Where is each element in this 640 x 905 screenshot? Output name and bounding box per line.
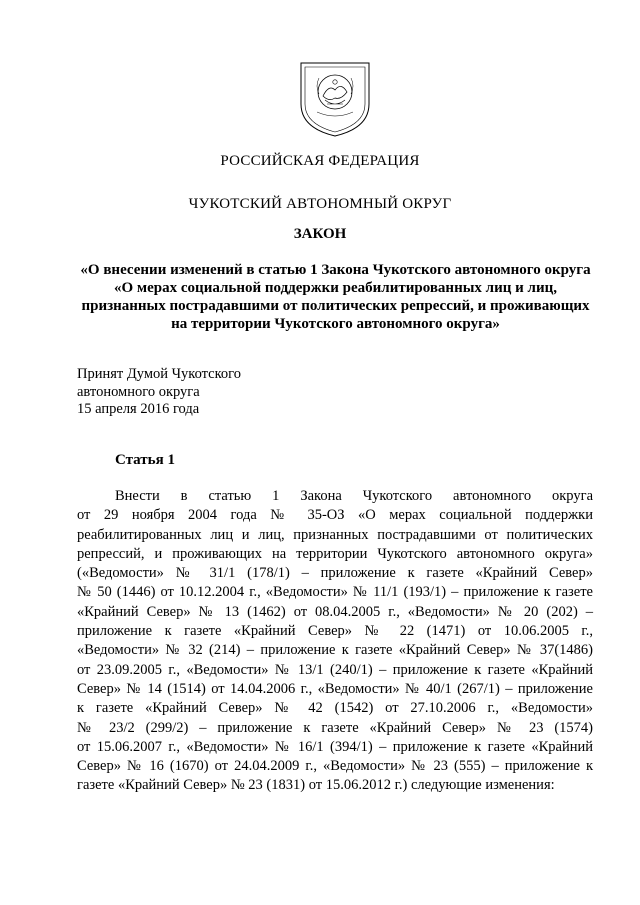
adoption-note [77, 366, 241, 419]
body-line: Внести в статью 1 Закона Чукотского автономного округа [115, 488, 593, 504]
body-line: Север» № 14 (1514) от 14.04.2006 г., «Ведомости» № 40/1 (267/1) – приложение [77, 680, 593, 697]
body-line: № 50 (1446) от 10.12.2004 г., «Ведомости» № 11/1 (193/1) – приложение к газете [77, 584, 593, 601]
document-type-heading: ЗАКОН [293, 226, 347, 242]
body-line: «Крайний Север» № 13 (1462) от 08.04.2005 г., «Ведомости» № 20 (202) – [77, 603, 593, 620]
body-line: газете «Крайний Север» № 23 (1831) от 15.06.2012 г.) следующие изменения: [77, 777, 555, 794]
body-line: «Ведомости» № 32 (214) – приложение к газете «Крайний Север» № 37(1486) [77, 642, 593, 659]
adoption-line: автономного округа [77, 383, 200, 400]
country-heading: РОССИЙСКАЯ ФЕДЕРАЦИЯ [220, 153, 420, 169]
law-title-line: признанных пострадавшими от политических репрессий, и проживающих [81, 298, 590, 314]
body-line: («Ведомости» № 31/1 (178/1) – приложение к газете «Крайний Север» [77, 565, 593, 582]
body-line: от 29 ноября 2004 года № 35-ОЗ «О мерах социальной поддержки [77, 507, 593, 524]
body-line: репрессий, и проживающих на территории Чукотского автономного округа» [77, 545, 593, 562]
body-line: от 15.06.2007 г., «Ведомости» № 16/1 (394/1) – приложение к газете «Крайний [77, 738, 593, 755]
body-line: приложение к газете «Крайний Север» № 22 (1471) от 10.06.2005 г., [77, 623, 593, 640]
adoption-line: 15 апреля 2016 года [77, 401, 200, 417]
body-line: № 23/2 (299/2) – приложение к газете «Крайний Север» № 23 (1574) [77, 719, 593, 736]
region-heading: ЧУКОТСКИЙ АВТОНОМНЫЙ ОКРУГ [188, 196, 452, 212]
article-body [77, 487, 593, 796]
body-line: Север» № 16 (1670) от 24.04.2009 г., «Ведомости» № 23 (555) – приложение к [77, 758, 593, 775]
article-heading: Статья 1 [115, 452, 175, 468]
body-line: от 23.09.2005 г., «Ведомости» № 13/1 (240/1) – приложение к газете «Крайний [77, 661, 593, 678]
body-line: реабилитированных лиц и лиц, признанных пострадавшими от политических [77, 526, 593, 543]
adoption-line: Принят Думой Чукотского [77, 366, 242, 382]
law-title [78, 261, 593, 333]
law-title-line: на территории Чукотского автономного округа» [171, 316, 500, 332]
body-line: к газете «Крайний Север» № 42 (1542) от 27.10.2006 г., «Ведомости» [77, 700, 593, 717]
law-title-line: «О внесении изменений в статью 1 Закона Чукотского автономного округа [80, 262, 591, 278]
coat-of-arms-icon [297, 60, 373, 138]
law-title-line: «О мерах социальной поддержки реабилитированных лиц и лиц, [114, 280, 557, 296]
